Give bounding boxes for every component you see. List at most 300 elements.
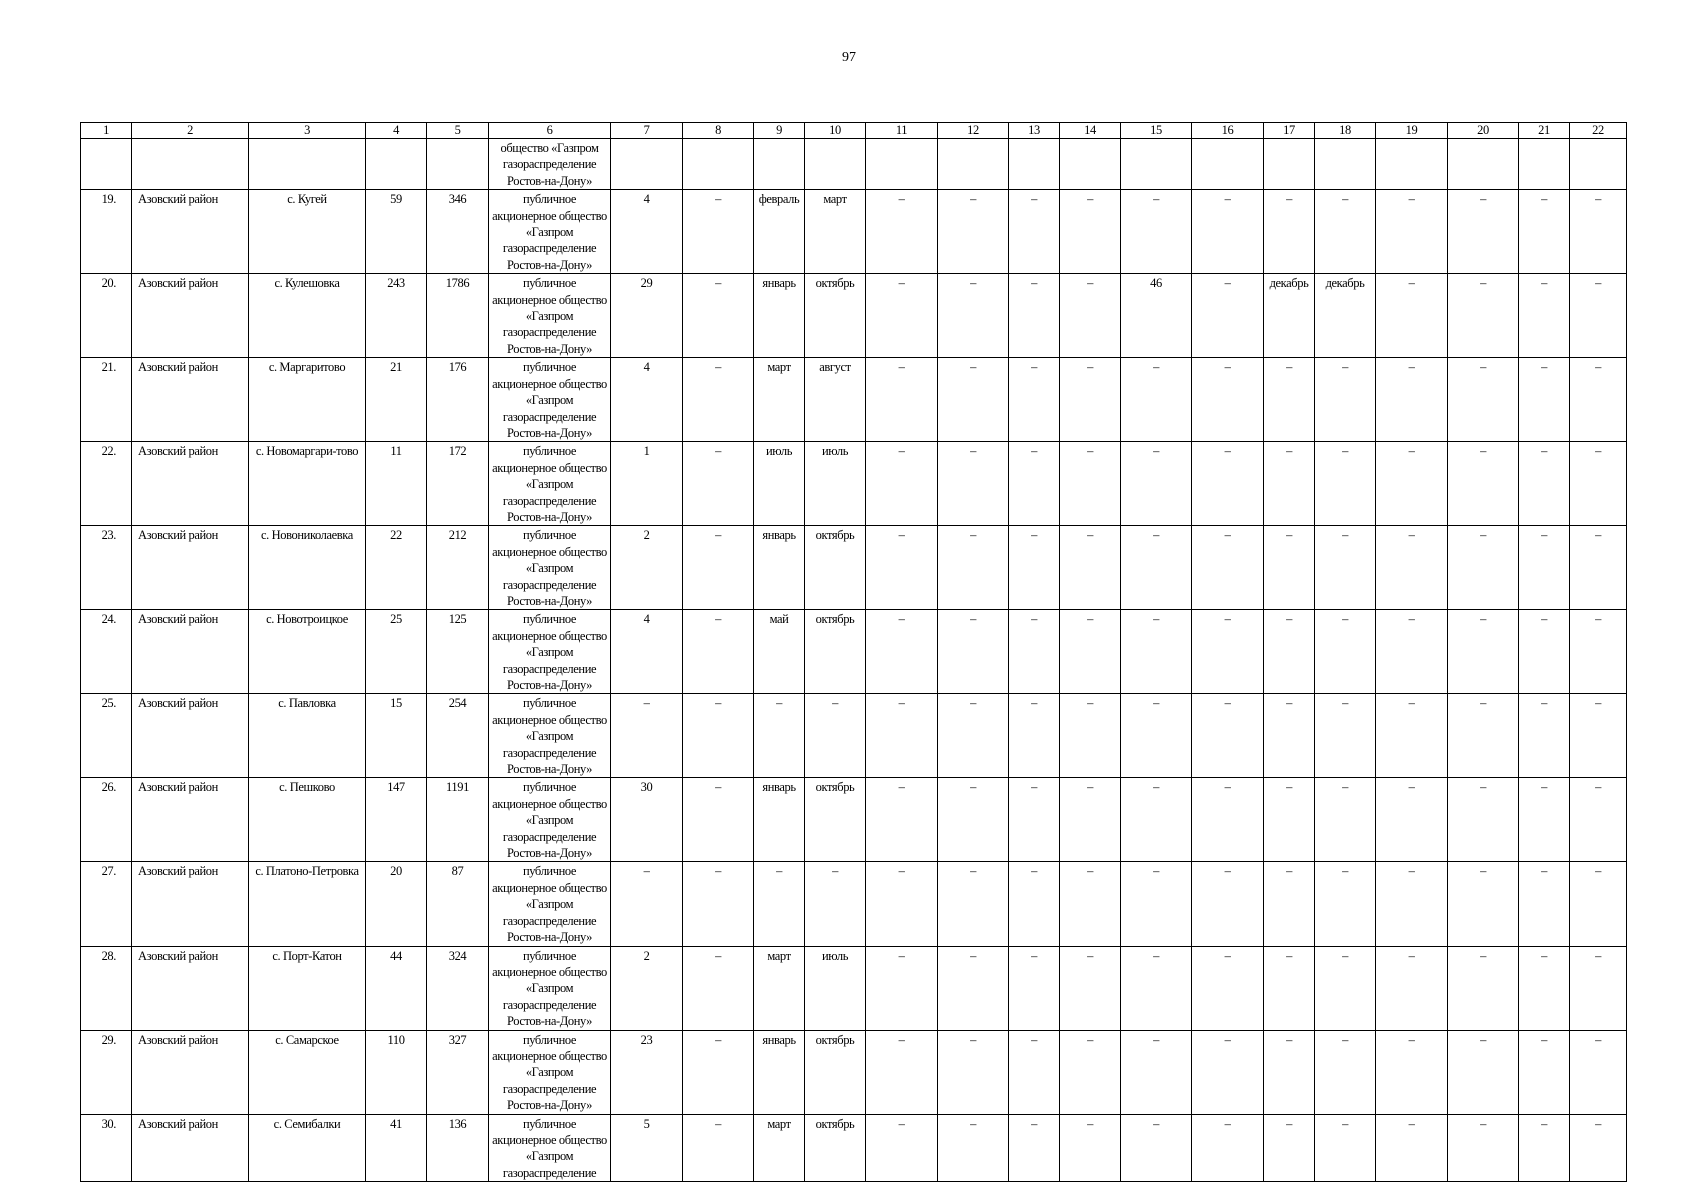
cell-col5: 1191	[427, 778, 489, 862]
cell-col14: –	[1060, 694, 1121, 778]
cell-col19: –	[1376, 442, 1448, 526]
empty-cell	[249, 139, 366, 190]
cell-col21: –	[1519, 274, 1570, 358]
cell-col13: –	[1009, 694, 1060, 778]
cell-settlement: с. Маргаритово	[249, 358, 366, 442]
cell-col22: –	[1570, 442, 1627, 526]
cell-col14: –	[1060, 442, 1121, 526]
empty-cell	[1519, 139, 1570, 190]
header-cell: 6	[489, 123, 611, 139]
cell-col11: –	[866, 442, 938, 526]
cell-col17: –	[1264, 946, 1315, 1030]
cell-col21: –	[1519, 526, 1570, 610]
cell-settlement: с. Семибалки	[249, 1114, 366, 1182]
cell-col16: –	[1192, 610, 1264, 694]
header-cell: 2	[132, 123, 249, 139]
cell-col7: 2	[611, 946, 683, 1030]
cell-col19: –	[1376, 610, 1448, 694]
table-row	[81, 1114, 1627, 1182]
data-table	[80, 122, 1627, 1182]
empty-cell	[1376, 139, 1448, 190]
cell-col7: 30	[611, 778, 683, 862]
cell-col13: –	[1009, 610, 1060, 694]
table-row	[81, 778, 1627, 862]
cell-organization: публичное акционерное общество «Газпром газораспределение Ростов-на-Дону»	[489, 190, 611, 274]
cell-col5: 87	[427, 862, 489, 946]
header-cell: 7	[611, 123, 683, 139]
cell-col20: –	[1448, 694, 1519, 778]
cell-col9: январь	[754, 1030, 805, 1114]
cell-col18: –	[1315, 358, 1376, 442]
cell-col13: –	[1009, 862, 1060, 946]
cell-col18: –	[1315, 526, 1376, 610]
cell-col12: –	[938, 274, 1009, 358]
cell-col17: –	[1264, 190, 1315, 274]
cell-col22: –	[1570, 526, 1627, 610]
cell-col17: –	[1264, 778, 1315, 862]
cell-col21: –	[1519, 610, 1570, 694]
cell-col7: 23	[611, 1030, 683, 1114]
cell-col18: декабрь	[1315, 274, 1376, 358]
cell-col18: –	[1315, 1114, 1376, 1182]
cell-col19: –	[1376, 190, 1448, 274]
cell-district: Азовский район	[132, 526, 249, 610]
table-row	[81, 694, 1627, 778]
cell-col11: –	[866, 694, 938, 778]
cell-col20: –	[1448, 862, 1519, 946]
empty-cell	[1448, 139, 1519, 190]
cell-col8: –	[683, 358, 754, 442]
cell-col14: –	[1060, 862, 1121, 946]
cell-col12: –	[938, 526, 1009, 610]
cell-settlement: с. Пешково	[249, 778, 366, 862]
cell-col9: январь	[754, 778, 805, 862]
cell-col22: –	[1570, 610, 1627, 694]
cell-col13: –	[1009, 526, 1060, 610]
cell-col11: –	[866, 526, 938, 610]
cell-index: 23.	[81, 526, 132, 610]
cell-col4: 110	[366, 1030, 427, 1114]
cell-col21: –	[1519, 190, 1570, 274]
cell-col19: –	[1376, 694, 1448, 778]
cell-col19: –	[1376, 778, 1448, 862]
empty-cell	[81, 139, 132, 190]
cell-col16: –	[1192, 946, 1264, 1030]
cell-col13: –	[1009, 442, 1060, 526]
cell-col10: октябрь	[805, 274, 866, 358]
cell-col8: –	[683, 1114, 754, 1182]
cell-index: 29.	[81, 1030, 132, 1114]
cell-col11: –	[866, 1114, 938, 1182]
cell-col12: –	[938, 190, 1009, 274]
cell-settlement: с. Новониколаевка	[249, 526, 366, 610]
cell-organization: публичное акционерное общество «Газпром газораспределение Ростов-на-Дону»	[489, 862, 611, 946]
cell-col5: 125	[427, 610, 489, 694]
cell-col13: –	[1009, 190, 1060, 274]
cell-col8: –	[683, 442, 754, 526]
header-cell: 21	[1519, 123, 1570, 139]
cell-col15: –	[1121, 526, 1192, 610]
cell-col15: –	[1121, 778, 1192, 862]
cell-col4: 243	[366, 274, 427, 358]
cell-col20: –	[1448, 358, 1519, 442]
cell-district: Азовский район	[132, 442, 249, 526]
cell-col12: –	[938, 862, 1009, 946]
cell-col22: –	[1570, 1030, 1627, 1114]
cell-organization: публичное акционерное общество «Газпром газораспределение Ростов-на-Дону»	[489, 358, 611, 442]
table-row	[81, 274, 1627, 358]
cell-col18: –	[1315, 778, 1376, 862]
cell-index: 20.	[81, 274, 132, 358]
cell-col15: –	[1121, 1030, 1192, 1114]
cell-col16: –	[1192, 526, 1264, 610]
cell-col11: –	[866, 610, 938, 694]
cell-col7: 4	[611, 190, 683, 274]
cell-organization: публичное акционерное общество «Газпром газораспределение Ростов-на-Дону»	[489, 778, 611, 862]
cell-col4: 15	[366, 694, 427, 778]
cell-index: 25.	[81, 694, 132, 778]
cell-col22: –	[1570, 1114, 1627, 1182]
empty-cell	[683, 139, 754, 190]
cell-col9: март	[754, 946, 805, 1030]
cell-col15: –	[1121, 862, 1192, 946]
cell-col10: октябрь	[805, 1030, 866, 1114]
header-cell: 18	[1315, 123, 1376, 139]
cell-col17: –	[1264, 1030, 1315, 1114]
cell-col18: –	[1315, 442, 1376, 526]
cell-col8: –	[683, 1030, 754, 1114]
cell-col9: –	[754, 694, 805, 778]
table-row	[81, 862, 1627, 946]
header-cell: 15	[1121, 123, 1192, 139]
header-row	[81, 123, 1627, 139]
cell-col17: –	[1264, 1114, 1315, 1182]
cell-col22: –	[1570, 694, 1627, 778]
cell-col10: июль	[805, 946, 866, 1030]
cell-col4: 21	[366, 358, 427, 442]
cell-col8: –	[683, 694, 754, 778]
header-cell: 8	[683, 123, 754, 139]
cell-col15: –	[1121, 1114, 1192, 1182]
table-row	[81, 358, 1627, 442]
cell-col16: –	[1192, 1030, 1264, 1114]
cell-col18: –	[1315, 610, 1376, 694]
cell-col14: –	[1060, 190, 1121, 274]
header-cell: 9	[754, 123, 805, 139]
cell-col7: 29	[611, 274, 683, 358]
cell-col9: январь	[754, 526, 805, 610]
cell-col14: –	[1060, 274, 1121, 358]
empty-cell	[1121, 139, 1192, 190]
cell-col7: 1	[611, 442, 683, 526]
cell-col20: –	[1448, 1030, 1519, 1114]
empty-cell	[1315, 139, 1376, 190]
cell-col5: 324	[427, 946, 489, 1030]
cell-col16: –	[1192, 1114, 1264, 1182]
cell-settlement: с. Павловка	[249, 694, 366, 778]
cell-index: 19.	[81, 190, 132, 274]
cell-col5: 176	[427, 358, 489, 442]
header-cell: 3	[249, 123, 366, 139]
cell-col13: –	[1009, 946, 1060, 1030]
cell-col14: –	[1060, 946, 1121, 1030]
cell-col7: –	[611, 862, 683, 946]
cell-col7: 5	[611, 1114, 683, 1182]
cell-col8: –	[683, 190, 754, 274]
cell-col18: –	[1315, 190, 1376, 274]
cell-col4: 22	[366, 526, 427, 610]
empty-cell	[1192, 139, 1264, 190]
cell-organization: общество «Газпром газораспределение Ростов-на-Дону»	[489, 139, 611, 190]
cell-col17: –	[1264, 358, 1315, 442]
cell-col10: –	[805, 862, 866, 946]
cell-col13: –	[1009, 358, 1060, 442]
cell-col16: –	[1192, 274, 1264, 358]
cell-col19: –	[1376, 946, 1448, 1030]
cell-col4: 59	[366, 190, 427, 274]
cell-district: Азовский район	[132, 190, 249, 274]
cell-col5: 327	[427, 1030, 489, 1114]
cell-col21: –	[1519, 862, 1570, 946]
empty-cell	[132, 139, 249, 190]
header-cell: 10	[805, 123, 866, 139]
cell-col12: –	[938, 358, 1009, 442]
cell-organization: публичное акционерное общество «Газпром газораспределение Ростов-на-Дону»	[489, 1030, 611, 1114]
cell-organization: публичное акционерное общество «Газпром газораспределение Ростов-на-Дону»	[489, 610, 611, 694]
table-row	[81, 526, 1627, 610]
cell-col15: –	[1121, 694, 1192, 778]
header-cell: 16	[1192, 123, 1264, 139]
cell-col19: –	[1376, 1030, 1448, 1114]
cell-col14: –	[1060, 358, 1121, 442]
cell-col5: 346	[427, 190, 489, 274]
cell-col11: –	[866, 274, 938, 358]
empty-cell	[1570, 139, 1627, 190]
cell-col8: –	[683, 862, 754, 946]
cell-col18: –	[1315, 862, 1376, 946]
empty-cell	[754, 139, 805, 190]
cell-col21: –	[1519, 778, 1570, 862]
table-row	[81, 1030, 1627, 1114]
cell-index: 28.	[81, 946, 132, 1030]
cell-index: 26.	[81, 778, 132, 862]
cell-index: 27.	[81, 862, 132, 946]
cell-col10: октябрь	[805, 1114, 866, 1182]
cell-settlement: с. Кулешовка	[249, 274, 366, 358]
cell-col7: 4	[611, 610, 683, 694]
cell-col8: –	[683, 274, 754, 358]
cell-col5: 172	[427, 442, 489, 526]
cell-col4: 11	[366, 442, 427, 526]
cell-col13: –	[1009, 1114, 1060, 1182]
cell-col11: –	[866, 778, 938, 862]
cell-col10: июль	[805, 442, 866, 526]
header-cell: 14	[1060, 123, 1121, 139]
cell-col20: –	[1448, 946, 1519, 1030]
cell-col13: –	[1009, 274, 1060, 358]
cell-col8: –	[683, 946, 754, 1030]
cell-index: 30.	[81, 1114, 132, 1182]
cell-col22: –	[1570, 862, 1627, 946]
cell-district: Азовский район	[132, 694, 249, 778]
cell-col12: –	[938, 778, 1009, 862]
header-cell: 1	[81, 123, 132, 139]
cell-col5: 1786	[427, 274, 489, 358]
cell-index: 22.	[81, 442, 132, 526]
empty-cell	[427, 139, 489, 190]
empty-cell	[1264, 139, 1315, 190]
cell-district: Азовский район	[132, 274, 249, 358]
cell-col11: –	[866, 946, 938, 1030]
cell-organization: публичное акционерное общество «Газпром газораспределение	[489, 1114, 611, 1182]
cell-district: Азовский район	[132, 1114, 249, 1182]
empty-cell	[938, 139, 1009, 190]
cell-col22: –	[1570, 190, 1627, 274]
empty-cell	[1009, 139, 1060, 190]
cell-col4: 20	[366, 862, 427, 946]
cell-col4: 147	[366, 778, 427, 862]
cell-col13: –	[1009, 1030, 1060, 1114]
cell-col20: –	[1448, 1114, 1519, 1182]
cell-col22: –	[1570, 358, 1627, 442]
cell-col12: –	[938, 442, 1009, 526]
cell-col16: –	[1192, 694, 1264, 778]
cell-col20: –	[1448, 526, 1519, 610]
cell-col9: февраль	[754, 190, 805, 274]
cell-col15: 46	[1121, 274, 1192, 358]
cell-col21: –	[1519, 1030, 1570, 1114]
table-row	[81, 946, 1627, 1030]
cell-col15: –	[1121, 946, 1192, 1030]
cell-col17: декабрь	[1264, 274, 1315, 358]
header-cell: 11	[866, 123, 938, 139]
cell-col17: –	[1264, 610, 1315, 694]
cell-col15: –	[1121, 442, 1192, 526]
cell-col10: –	[805, 694, 866, 778]
cell-col9: –	[754, 862, 805, 946]
cell-district: Азовский район	[132, 358, 249, 442]
cell-col10: октябрь	[805, 778, 866, 862]
cell-col15: –	[1121, 190, 1192, 274]
table-row	[81, 190, 1627, 274]
cell-col5: 254	[427, 694, 489, 778]
cell-col7: 2	[611, 526, 683, 610]
cell-col19: –	[1376, 862, 1448, 946]
cell-col18: –	[1315, 946, 1376, 1030]
cell-index: 21.	[81, 358, 132, 442]
cell-col8: –	[683, 526, 754, 610]
cell-col16: –	[1192, 358, 1264, 442]
cell-col16: –	[1192, 190, 1264, 274]
empty-cell	[366, 139, 427, 190]
cell-col11: –	[866, 190, 938, 274]
header-cell: 17	[1264, 123, 1315, 139]
empty-cell	[611, 139, 683, 190]
cell-col14: –	[1060, 526, 1121, 610]
cell-settlement: с. Самарское	[249, 1030, 366, 1114]
cell-organization: публичное акционерное общество «Газпром газораспределение Ростов-на-Дону»	[489, 442, 611, 526]
cell-col12: –	[938, 610, 1009, 694]
header-cell: 20	[1448, 123, 1519, 139]
cell-col11: –	[866, 862, 938, 946]
table-row	[81, 610, 1627, 694]
cell-col21: –	[1519, 442, 1570, 526]
cell-col7: –	[611, 694, 683, 778]
cell-col17: –	[1264, 442, 1315, 526]
cell-organization: публичное акционерное общество «Газпром газораспределение Ростов-на-Дону»	[489, 694, 611, 778]
cell-col14: –	[1060, 778, 1121, 862]
cell-organization: публичное акционерное общество «Газпром газораспределение Ростов-на-Дону»	[489, 274, 611, 358]
cell-col16: –	[1192, 778, 1264, 862]
cell-col9: март	[754, 358, 805, 442]
cell-col17: –	[1264, 526, 1315, 610]
cell-col15: –	[1121, 610, 1192, 694]
cell-col19: –	[1376, 274, 1448, 358]
cell-col19: –	[1376, 358, 1448, 442]
cell-col12: –	[938, 946, 1009, 1030]
cell-district: Азовский район	[132, 862, 249, 946]
cell-col9: январь	[754, 274, 805, 358]
cell-col19: –	[1376, 526, 1448, 610]
cell-col9: март	[754, 1114, 805, 1182]
cell-col21: –	[1519, 946, 1570, 1030]
cell-col10: октябрь	[805, 610, 866, 694]
header-cell: 4	[366, 123, 427, 139]
cell-col20: –	[1448, 610, 1519, 694]
cell-district: Азовский район	[132, 1030, 249, 1114]
cell-col20: –	[1448, 274, 1519, 358]
cell-col7: 4	[611, 358, 683, 442]
page-number: 97	[842, 50, 856, 65]
cell-col20: –	[1448, 442, 1519, 526]
cell-col12: –	[938, 1030, 1009, 1114]
cell-col22: –	[1570, 778, 1627, 862]
cell-col14: –	[1060, 1030, 1121, 1114]
cell-col22: –	[1570, 274, 1627, 358]
cell-col21: –	[1519, 1114, 1570, 1182]
cell-col16: –	[1192, 442, 1264, 526]
cell-district: Азовский район	[132, 778, 249, 862]
cell-col18: –	[1315, 694, 1376, 778]
cell-organization: публичное акционерное общество «Газпром газораспределение Ростов-на-Дону»	[489, 526, 611, 610]
empty-cell	[1060, 139, 1121, 190]
empty-cell	[805, 139, 866, 190]
cell-col12: –	[938, 694, 1009, 778]
cell-col8: –	[683, 610, 754, 694]
cell-settlement: с. Новомаргари-тово	[249, 442, 366, 526]
table-row	[81, 442, 1627, 526]
cell-col10: октябрь	[805, 526, 866, 610]
cell-col11: –	[866, 1030, 938, 1114]
cell-col17: –	[1264, 694, 1315, 778]
cell-col10: август	[805, 358, 866, 442]
cell-index: 24.	[81, 610, 132, 694]
cell-col4: 44	[366, 946, 427, 1030]
header-cell: 19	[1376, 123, 1448, 139]
cell-col4: 25	[366, 610, 427, 694]
cell-col12: –	[938, 1114, 1009, 1182]
header-cell: 22	[1570, 123, 1627, 139]
cell-col22: –	[1570, 946, 1627, 1030]
cell-col19: –	[1376, 1114, 1448, 1182]
cell-settlement: с. Платоно-Петровка	[249, 862, 366, 946]
header-cell: 13	[1009, 123, 1060, 139]
header-cell: 5	[427, 123, 489, 139]
cell-col8: –	[683, 778, 754, 862]
cell-col14: –	[1060, 610, 1121, 694]
cell-col14: –	[1060, 1114, 1121, 1182]
header-cell: 12	[938, 123, 1009, 139]
